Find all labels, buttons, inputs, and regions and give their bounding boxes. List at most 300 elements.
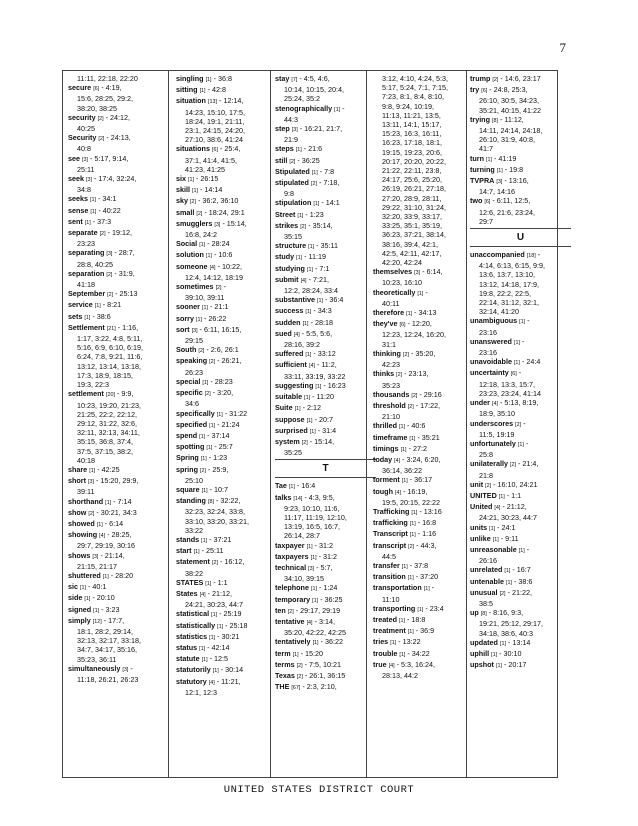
occurrence-count: [2]	[499, 590, 506, 597]
page-line-refs: - 26:21,	[217, 356, 242, 366]
page-line-refs: - 7:1	[314, 263, 330, 273]
index-term: unfortunately	[470, 438, 516, 448]
page-line-refs: - 5:13, 8:19,	[499, 398, 539, 408]
page-line-refs: - 11:19	[304, 252, 327, 262]
occurrence-count: [1]	[316, 298, 323, 305]
page-line-refs: -	[521, 336, 525, 346]
page-line-refs: - 17:7,	[103, 615, 125, 625]
index-entry	[68, 476, 169, 487]
occurrence-count: [4]	[99, 533, 106, 540]
index-entry	[373, 475, 474, 486]
index-entry	[68, 133, 169, 144]
index-term: Settlement	[68, 322, 105, 332]
index-continuation: 42:5, 42:11, 42:17,	[382, 248, 442, 258]
index-entry	[275, 329, 376, 340]
page-line-refs: - 34:13	[414, 308, 437, 318]
occurrence-count: [2]	[190, 199, 196, 206]
index-column-4	[373, 74, 474, 774]
index-term: today	[373, 454, 393, 464]
occurrence-count: [2]	[199, 467, 206, 474]
index-entry	[275, 360, 376, 371]
index-entry	[470, 545, 571, 556]
occurrence-count: [1]	[201, 305, 208, 312]
page-line-refs: - 1:23	[208, 453, 228, 463]
index-term: thinking	[373, 348, 401, 358]
index-entry	[176, 654, 277, 665]
index-continuation: 21:22, 22:11, 23:8,	[382, 166, 442, 176]
index-entry	[373, 349, 474, 360]
index-entry	[176, 609, 277, 620]
index-term: threshold	[373, 400, 406, 410]
index-term: taxpayer	[275, 540, 305, 550]
occurrence-count: [1]	[401, 478, 408, 485]
index-term: system	[275, 436, 300, 446]
index-entry	[373, 455, 474, 466]
page-line-refs: - 25:4,	[219, 144, 241, 154]
page-line-refs: - 35:14,	[308, 220, 333, 230]
page-line-refs: - 16:4	[296, 481, 316, 491]
page-line-refs: - 26:15	[196, 174, 219, 184]
occurrence-count: [67]	[291, 685, 301, 692]
index-continuation: 11:18, 26:21, 26:23	[77, 674, 139, 684]
index-entry	[176, 185, 277, 196]
occurrence-count: [4]	[394, 457, 401, 464]
page-line-refs: - 9:9,	[116, 389, 134, 399]
page-line-refs: - 12:14,	[218, 96, 244, 106]
occurrence-count: [1]	[292, 651, 299, 658]
page-line-refs: - 21:1	[209, 302, 229, 312]
occurrence-count: [6]	[481, 88, 488, 95]
index-term: surprised	[275, 425, 308, 435]
index-continuation: 33:22	[185, 525, 203, 535]
index-entry	[373, 507, 474, 518]
page-line-refs: - 13:16	[419, 506, 442, 516]
page-line-refs: - 13:16,	[504, 176, 529, 186]
index-entry	[176, 409, 277, 420]
index-entry	[176, 578, 277, 589]
index-continuation: 10:23, 16:10	[382, 278, 422, 288]
page-line-refs: - 31:4	[317, 425, 337, 435]
index-continuation: 34:10, 39:15	[284, 574, 324, 584]
index-continuation: 33:25, 35:1, 35:19,	[382, 221, 442, 231]
index-term: treated	[373, 614, 397, 624]
index-term: transcript	[373, 540, 407, 550]
index-entry	[275, 178, 376, 189]
page-line-refs: - 24:1	[497, 522, 516, 532]
index-entry	[275, 493, 376, 504]
index-term: sufficient	[275, 360, 307, 370]
index-continuation: 19:8, 22:2, 22:5,	[479, 288, 531, 298]
page-line-refs: - 37:8	[409, 560, 429, 570]
occurrence-count: [1]	[84, 314, 91, 321]
index-continuation: 35:25	[284, 448, 302, 458]
occurrence-count: [1]	[411, 509, 418, 516]
index-continuation: 6:24, 7:8, 9:21, 11:6,	[77, 352, 143, 362]
index-continuation: 9:8	[284, 189, 294, 199]
index-entry	[373, 518, 474, 529]
occurrence-count: [2]	[98, 136, 105, 143]
page-line-refs: - 20:7	[314, 414, 333, 424]
index-continuation: 23:16	[479, 327, 497, 337]
index-continuation: 38:16, 39:4, 42:1,	[382, 239, 438, 249]
index-continuation: 12:18, 13:3, 15:7,	[479, 379, 535, 389]
page-line-refs: - 6:11, 12:5,	[492, 196, 531, 206]
index-continuation: 18:1, 28:2, 29:14,	[77, 626, 133, 636]
occurrence-count: [1]	[315, 383, 322, 390]
index-term: Texas	[275, 670, 295, 680]
occurrence-count: [18]	[526, 253, 536, 260]
index-entry	[176, 420, 277, 431]
index-term: timeframe	[373, 432, 408, 442]
index-entry	[68, 83, 169, 94]
occurrence-count: [1]	[188, 177, 194, 184]
index-term: uncertainty	[470, 368, 509, 378]
occurrence-count: [1]	[517, 441, 524, 448]
occurrence-count: [6]	[93, 86, 100, 93]
index-term: taxpayers	[275, 551, 309, 561]
index-continuation: 11:17, 11:19, 12:10,	[284, 512, 347, 522]
index-continuation: 16:23, 17:18, 18:1,	[382, 138, 442, 148]
occurrence-count: [1]	[202, 379, 209, 386]
index-term: tries	[373, 637, 389, 647]
index-entry	[275, 563, 376, 574]
occurrence-count: [6]	[510, 371, 517, 378]
occurrence-count: [2]	[198, 348, 205, 355]
index-continuation: 41:7	[479, 144, 493, 154]
index-term: transfer	[373, 560, 400, 570]
index-column-3	[275, 74, 376, 774]
index-continuation: 23:1, 24:15, 24:20,	[185, 126, 245, 136]
index-continuation: 22:14, 31:12, 32:1,	[479, 298, 539, 308]
page-line-refs: - 7:18,	[318, 178, 340, 188]
index-entry	[373, 319, 474, 330]
index-entry	[275, 349, 376, 360]
page-line-refs: - 28:18	[310, 317, 333, 327]
occurrence-count: [1]	[489, 525, 496, 532]
page-line-refs: - 31:2	[314, 540, 333, 550]
page-line-refs: -	[526, 544, 530, 554]
index-term: share	[68, 464, 88, 474]
index-term: unilaterally	[470, 459, 508, 469]
index-entry	[373, 637, 474, 648]
index-continuation: 32:23, 32:24, 33:8,	[185, 507, 245, 517]
index-continuation: 12:1, 12:3	[185, 687, 217, 697]
occurrence-count: [1]	[518, 547, 525, 554]
occurrence-count: [1]	[205, 253, 212, 260]
index-entry	[373, 626, 474, 637]
index-continuation: 17:3, 18:9, 18:15,	[77, 370, 133, 380]
page-line-refs: -	[130, 663, 133, 673]
index-continuation: 38:5	[479, 598, 493, 608]
page-line-refs: - 28:25,	[107, 530, 132, 540]
occurrence-count: [4]	[494, 505, 501, 512]
index-term: under	[470, 398, 490, 408]
occurrence-count: [1]	[313, 201, 320, 208]
occurrence-count: [1]	[206, 445, 213, 452]
page-line-refs: - 37:3	[92, 216, 112, 226]
index-term: transporting	[373, 603, 416, 613]
index-entry	[176, 557, 277, 568]
index-term: stay	[275, 74, 290, 83]
index-entry	[275, 481, 376, 492]
index-entry	[275, 381, 376, 392]
index-term: square	[176, 484, 200, 494]
page-line-refs: - 32:22,	[215, 496, 241, 506]
index-term: untenable	[470, 576, 504, 586]
page-line-refs: - 31:22	[224, 408, 248, 418]
index-entry	[275, 583, 376, 594]
page-line-refs: - 31:2	[318, 551, 337, 561]
index-entry	[373, 529, 474, 540]
index-continuation: 39:11	[77, 487, 95, 497]
index-continuation: 34:18, 38:6, 40:3	[479, 628, 533, 638]
index-continuation: 21:8	[479, 470, 493, 480]
page-line-refs: - 35:20,	[410, 348, 436, 358]
index-entry	[373, 308, 474, 319]
index-term: thinks	[373, 369, 395, 379]
index-entry	[373, 444, 474, 455]
occurrence-count: [2]	[408, 543, 415, 550]
page-line-refs: - 34:1	[98, 194, 117, 204]
page-line-refs: - 5:7,	[316, 562, 333, 572]
occurrence-count: [2]	[509, 462, 516, 469]
index-entry	[68, 519, 169, 530]
page-line-refs: - 28:24	[207, 239, 230, 249]
index-entry	[275, 124, 376, 135]
index-entry	[176, 377, 277, 388]
index-entry	[68, 465, 169, 476]
index-entry	[176, 239, 277, 250]
index-entry	[68, 323, 169, 334]
index-term: States	[176, 588, 198, 598]
index-term: unavoidable	[470, 357, 512, 367]
index-continuation: 41:18	[77, 280, 95, 290]
occurrence-count: [1]	[193, 549, 200, 556]
index-continuation: 7:23, 8:1, 8:4, 8:10,	[382, 92, 444, 102]
index-term: suitable	[275, 392, 303, 402]
page-line-refs: - 1:16,	[117, 322, 139, 332]
occurrence-count: [1]	[407, 629, 414, 636]
page-line-refs: - 30:14	[220, 665, 244, 675]
index-term: unlike	[470, 533, 491, 543]
occurrence-count: [1]	[400, 446, 407, 453]
index-continuation: 26:19, 26:21, 27:18,	[382, 184, 446, 194]
occurrence-count: [4]	[491, 401, 498, 408]
index-term: turning	[470, 164, 495, 174]
index-continuation: 23:23, 23:24, 41:14	[479, 388, 541, 398]
index-entry	[373, 572, 474, 583]
occurrence-count: [2]	[97, 115, 104, 122]
index-term: statistically	[176, 620, 216, 630]
index-entry	[275, 415, 376, 426]
occurrence-count: [1]	[312, 597, 319, 604]
occurrence-count: [6]	[399, 322, 406, 329]
occurrence-count: [1]	[199, 433, 206, 440]
index-entry	[275, 306, 376, 317]
occurrence-count: [2]	[301, 439, 308, 446]
page-line-refs: - 25:18	[225, 620, 248, 630]
occurrence-count: [1]	[399, 651, 406, 658]
index-term: unaccompanied	[470, 250, 525, 260]
occurrence-count: [2]	[310, 181, 317, 188]
index-continuation: 32:14, 41:20	[479, 307, 519, 317]
occurrence-count: [1]	[209, 422, 216, 429]
index-continuation: 34:6	[185, 399, 199, 409]
page-line-refs: - 1:1	[213, 577, 228, 587]
index-term: talks	[275, 492, 292, 502]
index-continuation: 35:21, 40:15, 41:22	[479, 105, 541, 115]
index-continuation: 29:12, 31:22, 32:6,	[77, 418, 137, 428]
index-column-5	[470, 74, 571, 774]
index-entry	[275, 606, 376, 617]
page-line-refs: - 35:21	[417, 432, 440, 442]
occurrence-count: [6]	[211, 147, 218, 154]
index-entry	[176, 621, 277, 632]
index-entry	[470, 419, 571, 430]
index-continuation: 14:23, 15:10, 17:5,	[185, 107, 245, 117]
index-entry	[68, 206, 169, 217]
index-continuation: 18:9, 35:10	[479, 409, 515, 419]
index-term: telephone	[275, 583, 309, 593]
index-entry	[275, 649, 376, 660]
index-continuation: 35:20, 42:22, 42:25	[284, 628, 346, 638]
occurrence-count: [1]	[209, 634, 216, 641]
index-term: unanswered	[470, 336, 512, 346]
index-term: treatment	[373, 626, 406, 636]
page-line-refs: - 24:12,	[105, 112, 130, 122]
occurrence-count: [3]	[496, 179, 503, 186]
occurrence-count: [6]	[484, 199, 491, 206]
index-continuation: 29:7	[479, 216, 493, 226]
index-term: trying	[470, 114, 490, 124]
index-entry	[176, 250, 277, 261]
index-entry	[68, 228, 169, 239]
page-line-refs: - 21:6	[303, 144, 323, 154]
page-line-refs: - 21:22,	[507, 587, 532, 597]
page-line-refs: - 1:23	[305, 209, 324, 219]
index-term: status	[176, 642, 198, 652]
page-line-refs: - 4:3, 9:5,	[304, 492, 335, 502]
index-term: technical	[275, 562, 307, 572]
page-line-refs: - 8:21	[102, 300, 122, 310]
index-continuation: 10:23, 19:20, 21:23,	[77, 400, 141, 410]
index-continuation: 34:7, 34:17, 35:16,	[77, 645, 137, 655]
page-line-refs: - 16:19,	[402, 486, 428, 496]
index-entry	[373, 288, 474, 299]
index-continuation: 44:3	[284, 114, 298, 124]
index-entry	[176, 677, 277, 688]
page-line-refs: - 36:25	[320, 594, 343, 604]
index-entry	[373, 421, 474, 432]
page-line-refs: -	[431, 583, 435, 593]
occurrence-count: [3]	[191, 327, 198, 334]
page-line-refs: - 8:16, 9:3,	[488, 608, 524, 618]
index-term: settlement	[68, 389, 104, 399]
page-line-refs: - 23:4	[425, 603, 444, 613]
index-term: unreasonable	[470, 544, 517, 554]
occurrence-count: [2]	[396, 372, 403, 379]
page-line-refs: - 10:6	[213, 250, 233, 260]
occurrence-count: [1]	[201, 657, 208, 664]
page-line-refs: - 38:6	[513, 576, 533, 586]
index-term: steps	[275, 144, 294, 154]
index-term: unit	[470, 479, 484, 489]
index-continuation: 25:11	[77, 164, 95, 174]
page-line-refs: - 1:16	[417, 529, 437, 539]
occurrence-count: [4]	[300, 277, 307, 284]
index-entry	[470, 565, 571, 576]
occurrence-count: [1]	[212, 668, 219, 675]
occurrence-count: [2]	[287, 608, 294, 615]
index-term: structure	[275, 241, 307, 251]
index-term: Trafficking	[373, 506, 410, 516]
occurrence-count: [2]	[196, 210, 203, 217]
index-term: statutory	[176, 676, 207, 686]
index-term: smugglers	[176, 218, 213, 228]
page-line-refs: - 31:9,	[114, 268, 135, 278]
index-continuation: 19:3, 22:3	[77, 380, 109, 390]
index-continuation: 34:8	[77, 185, 91, 195]
index-entry	[176, 219, 277, 230]
page-line-refs: - 29:16	[419, 389, 442, 399]
index-term: sudden	[275, 317, 301, 327]
occurrence-count: [2]	[402, 351, 409, 358]
occurrence-count: [1]	[417, 606, 424, 613]
index-continuation: 21:15, 21:17	[77, 561, 117, 571]
page-line-refs: - 2:12	[302, 403, 321, 413]
index-term: shows	[68, 550, 91, 560]
occurrence-count: [1]	[96, 521, 103, 528]
index-term: substantive	[275, 295, 315, 305]
index-continuation: 29:7, 29:19, 30:16	[77, 541, 135, 551]
index-entry	[68, 497, 169, 508]
occurrence-count: [1]	[409, 435, 416, 442]
index-column-2	[176, 74, 277, 774]
page-line-refs: - 34:3	[313, 306, 332, 316]
index-entry	[470, 459, 571, 470]
index-continuation: 36:23, 37:21, 38:14,	[382, 230, 446, 240]
occurrence-count: [1]	[89, 467, 96, 474]
index-term: therefore	[373, 308, 405, 318]
index-term: stipulation	[275, 198, 312, 208]
page-line-refs: - 24:4	[521, 357, 541, 367]
index-term: sic	[68, 582, 78, 592]
index-term: side	[68, 593, 83, 603]
index-term: start	[176, 546, 192, 556]
page-line-refs: - 10:7	[209, 484, 228, 494]
occurrence-count: [1]	[305, 352, 312, 359]
page-line-refs: - 42:14	[207, 642, 230, 652]
index-entry	[470, 439, 571, 450]
index-continuation: 27:10, 38:6, 41:24	[185, 135, 243, 145]
index-entry	[68, 389, 169, 400]
index-continuation: 25:10	[185, 475, 203, 485]
page-line-refs: -	[527, 316, 530, 326]
occurrence-count: [2]	[492, 77, 499, 83]
index-continuation: 44:5	[382, 551, 396, 561]
occurrence-count: [2]	[99, 231, 106, 238]
occurrence-count: [1]	[495, 663, 502, 670]
index-entry	[275, 403, 376, 414]
index-entry	[176, 208, 277, 219]
index-term: units	[470, 522, 488, 532]
page-line-refs: - 25:7	[214, 442, 233, 452]
index-continuation: 5:17, 5:24, 7:1, 7:15,	[382, 83, 448, 93]
index-entry	[275, 437, 376, 448]
occurrence-count: [1]	[499, 640, 506, 647]
occurrence-count: [1]	[294, 406, 301, 413]
occurrence-count: [1]	[102, 573, 109, 580]
